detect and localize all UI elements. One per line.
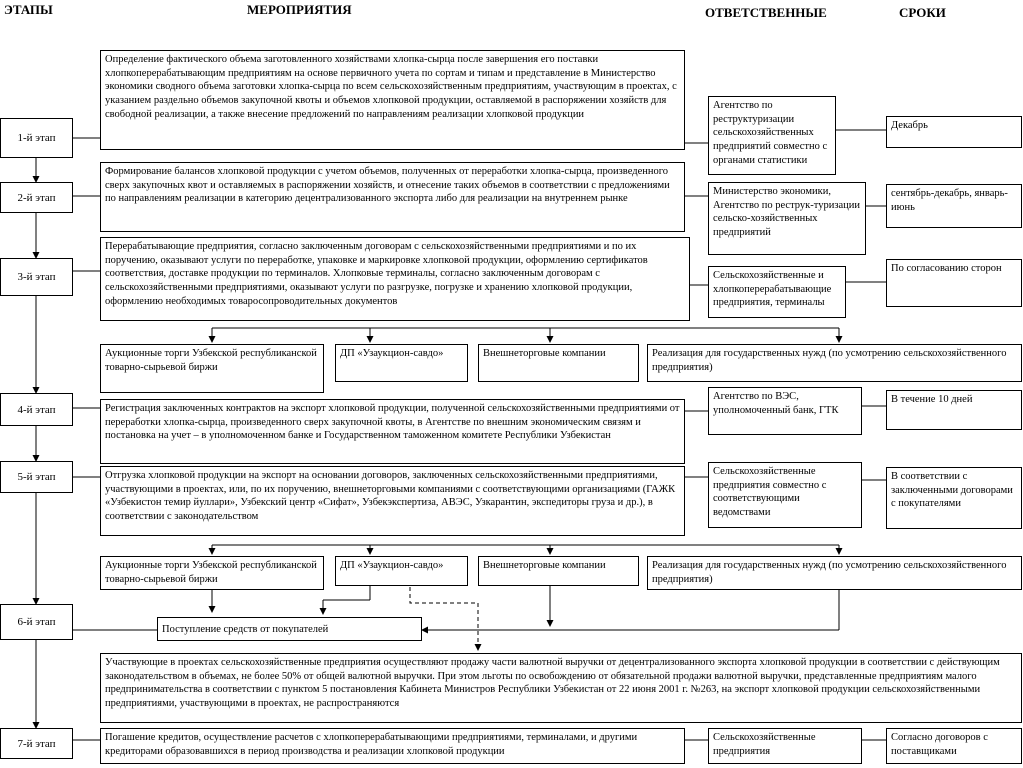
responsible-stage-5: Сельскохозяйственные предприятия совместно с соответствующими ведомствами	[708, 462, 862, 528]
terms-stage-3: По согласованию сторон	[886, 259, 1022, 307]
stage-5: 5-й этап	[0, 461, 73, 493]
channel-dp-2: ДП «Узаукцион-савдо»	[335, 556, 468, 586]
responsible-stage-4: Агентство по ВЭС, уполномоченный банк, ГТК	[708, 387, 862, 435]
terms-stage-5: В соответствии с заключенными договорами с покупателями	[886, 467, 1022, 529]
terms-stage-4: В течение 10 дней	[886, 390, 1022, 430]
terms-stage-2: сентябрь-декабрь, январь-июнь	[886, 184, 1022, 228]
channel-exchange: Аукционные торги Узбекской республиканской товарно-сырьевой биржи	[100, 344, 324, 393]
activity-stage-2: Формирование балансов хлопковой продукции с учетом объемов, полученных от переработки хлопка-сырца, произведенного сверх закупочных квот и оставляемых в распоряжении хозяйств, и отнесение таких объемов в соответствии с предложениями по направлениям реализации в категорию децентрализованного экспорта либо для реализации на внутреннем рынке	[100, 162, 685, 232]
channel-state: Реализация для государственных нужд (по усмотрению сельскохозяйственного предприятия)	[647, 344, 1022, 382]
header-terms: СРОКИ	[899, 5, 946, 20]
activity-stage-3: Перерабатывающие предприятия, согласно заключенным договорам с сельскохозяйственными предприятиями и по их поручению, оказывают услуги по переработке, упаковке и маркировке хлопковой продукции, оформлению сертификатов соответствия, доставке продукции по терминалов. Хлопковые терминалы, согласно заключенным договорам с сельскохозяйственными предприятиями, оказывают услуги по разгрузке, погрузке и хранению хлопковой продукции, оформлению необходимых товаросопроводительных документов	[100, 237, 690, 321]
header-activities: МЕРОПРИЯТИЯ	[247, 2, 352, 17]
stage-2: 2-й этап	[0, 182, 73, 213]
responsible-stage-7: Сельскохозяйственные предприятия	[708, 728, 862, 764]
stage-1: 1-й этап	[0, 118, 73, 158]
activity-stage-7: Погашение кредитов, осуществление расчетов с хлопкоперерабатывающими предприятиями, терминалами, и другими кредиторами образовавшихся в период производства и реализации хлопковой продукции	[100, 728, 685, 764]
terms-stage-7: Согласно договоров с поставщиками	[886, 728, 1022, 764]
channel-foreign: Внешнеторговые компании	[478, 344, 639, 382]
header-stages: ЭТАПЫ	[4, 2, 53, 17]
money-received: Поступление средств от покупателей	[157, 617, 422, 641]
activity-stage-5: Отгрузка хлопковой продукции на экспорт на основании договоров, заключенных сельскохозяйственными предприятиями, участвующими в проектах, или, по их поручению, внешнеторговыми компаниями с соответствующими организациями (ГАЖК «Узбекистон темир йуллари», Узбекский центр «Сифат», Узбекэкспертиза, АВЭС, Узкарантин, экспедиторы груза и др.), в соответствии с законодательством	[100, 466, 685, 536]
stage-4: 4-й этап	[0, 393, 73, 426]
channel-dp: ДП «Узаукцион-савдо»	[335, 344, 468, 382]
responsible-stage-2: Министерство экономики, Агентство по реструк-туризации сельско-хозяйственных предприятий	[708, 182, 866, 255]
stage-3: 3-й этап	[0, 258, 73, 296]
stage-7: 7-й этап	[0, 728, 73, 759]
channel-exchange-2: Аукционные торги Узбекской республиканской товарно-сырьевой биржи	[100, 556, 324, 590]
activity-stage-4: Регистрация заключенных контрактов на экспорт хлопковой продукции, полученной сельскохозяйственными предприятиями от переработки хлопка-сырца, произведенного сверх закупочной квоты, в Агентстве по внешним экономическим связям и постановка на учет – в уполномоченном банке и Государственном таможенном комитете Республики Узбекистан	[100, 399, 685, 464]
channel-state-2: Реализация для государственных нужд (по усмотрению сельскохозяйственного предприятия)	[647, 556, 1022, 590]
responsible-stage-1: Агентство по реструктуризации сельскохозяйственных предприятий совместно с органами статистики	[708, 96, 836, 175]
currency-sale-note: Участвующие в проектах сельскохозяйственные предприятия осуществляют продажу части валютной выручки от децентрализованного экспорта хлопковой продукции в соответствии с действующим законодательством в объемах, не более 50% от общей валютной выручки. При этом льготы по освобождению от обязательной продажи валютной выручки, представленные предприятиям малого предпринимательства в соответствии с пунктом 5 постановления Кабинета Министров Республики Узбекистан от 22 июня 2001 г. №263, на экспорт хлопковой продукции сельскохозяйственными предприятиями, участвующими в проектах, не распространяются	[100, 653, 1022, 723]
stage-6: 6-й этап	[0, 604, 73, 640]
activity-stage-1: Определение фактического объема заготовленного хозяйствами хлопка-сырца после завершения его поставки хлопкоперерабатывающим предприятиям на основе первичного учета по сортам и типам и представление в Министерство экономики сводного объема заготовки хлопка-сырца по всем сельскохозяйственным предприятиям, участвующим в проектах, с указанием раздельно объемов закупочной квоты и объемов хлопковой продукции, оставляемой в распоряжении хозяйств для свободной реализации, а также внесение предложений по направлениям реализации хлопковой продукции	[100, 50, 685, 150]
responsible-stage-3: Сельскохозяйственные и хлопкоперерабатывающие предприятия, терминалы	[708, 266, 846, 318]
channel-foreign-2: Внешнеторговые компании	[478, 556, 639, 586]
header-responsible: ОТВЕТСТВЕННЫЕ	[705, 5, 827, 20]
terms-stage-1: Декабрь	[886, 116, 1022, 148]
